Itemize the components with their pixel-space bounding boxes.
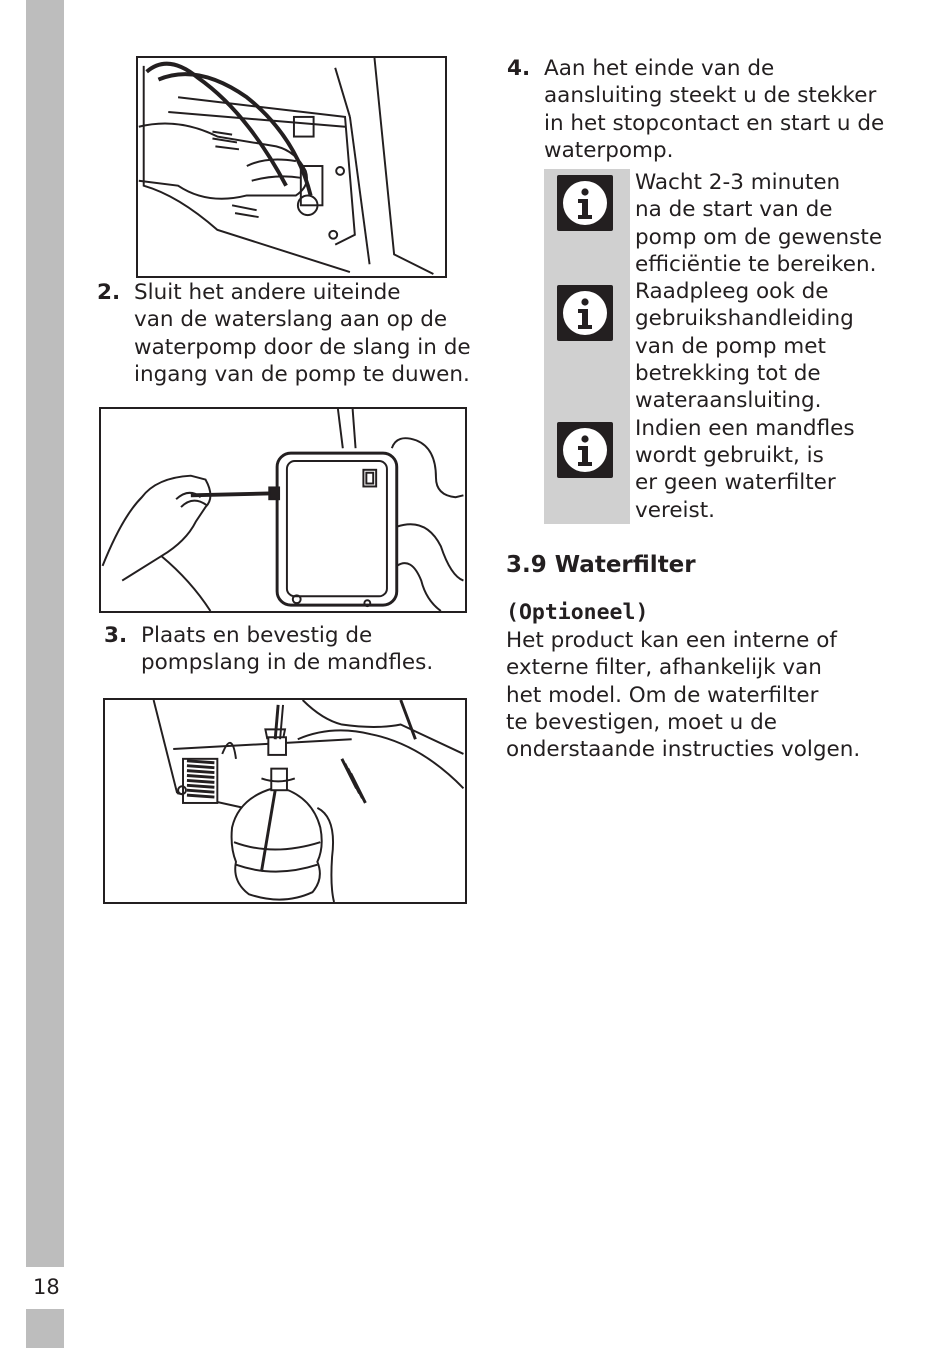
figure-hose-connection [136,56,447,278]
figure-hose-connection-drawing [138,58,445,276]
step-2 [97,279,471,388]
figure-water-pump-drawing [101,409,465,611]
note-text: Wacht 2-3 minuten na de start van de pomp om de gewenste efficiëntie te bereiken. Raadpleeg ook de gebruikshandleiding van de pomp met betrekking tot de wateraansluiting. Indien een mandfles wordt gebruikt, is er geen waterfilter vereist. [635,170,883,523]
step-number: 2. [97,280,121,305]
section-subheading: (Optioneel) [506,600,649,625]
step-number: 4. [507,56,531,81]
step-text: Aan het einde van de aansluiting steekt u de stekker in het stopcontact en start u de waterpomp. [544,56,885,163]
step-3 [104,622,433,677]
page-number: 18 [33,1275,60,1299]
note-sidebar [544,169,630,524]
figure-demijohn [103,698,467,904]
step-text: Sluit het andere uiteinde van de waterslang aan op de waterpomp door de slang in de ingang van de pomp te duwen. [134,280,471,387]
info-icon [557,422,613,478]
info-icon [557,175,613,231]
figure-water-pump [99,407,467,613]
figure-demijohn-drawing [105,700,465,902]
step-text: Plaats en bevestig de pompslang in de mandfles. [141,623,434,676]
section-heading: 3.9 Waterfilter [506,552,696,578]
info-icon [557,285,613,341]
side-bar [26,0,64,1267]
section-body: Het product kan een interne of externe filter, afhankelijk van het model. Om de waterfilter te bevestigen, moet u de onderstaande instructies volgen. [506,628,861,763]
side-bar-bottom [26,1309,64,1348]
step-number: 3. [104,623,128,648]
step-4 [507,55,884,164]
